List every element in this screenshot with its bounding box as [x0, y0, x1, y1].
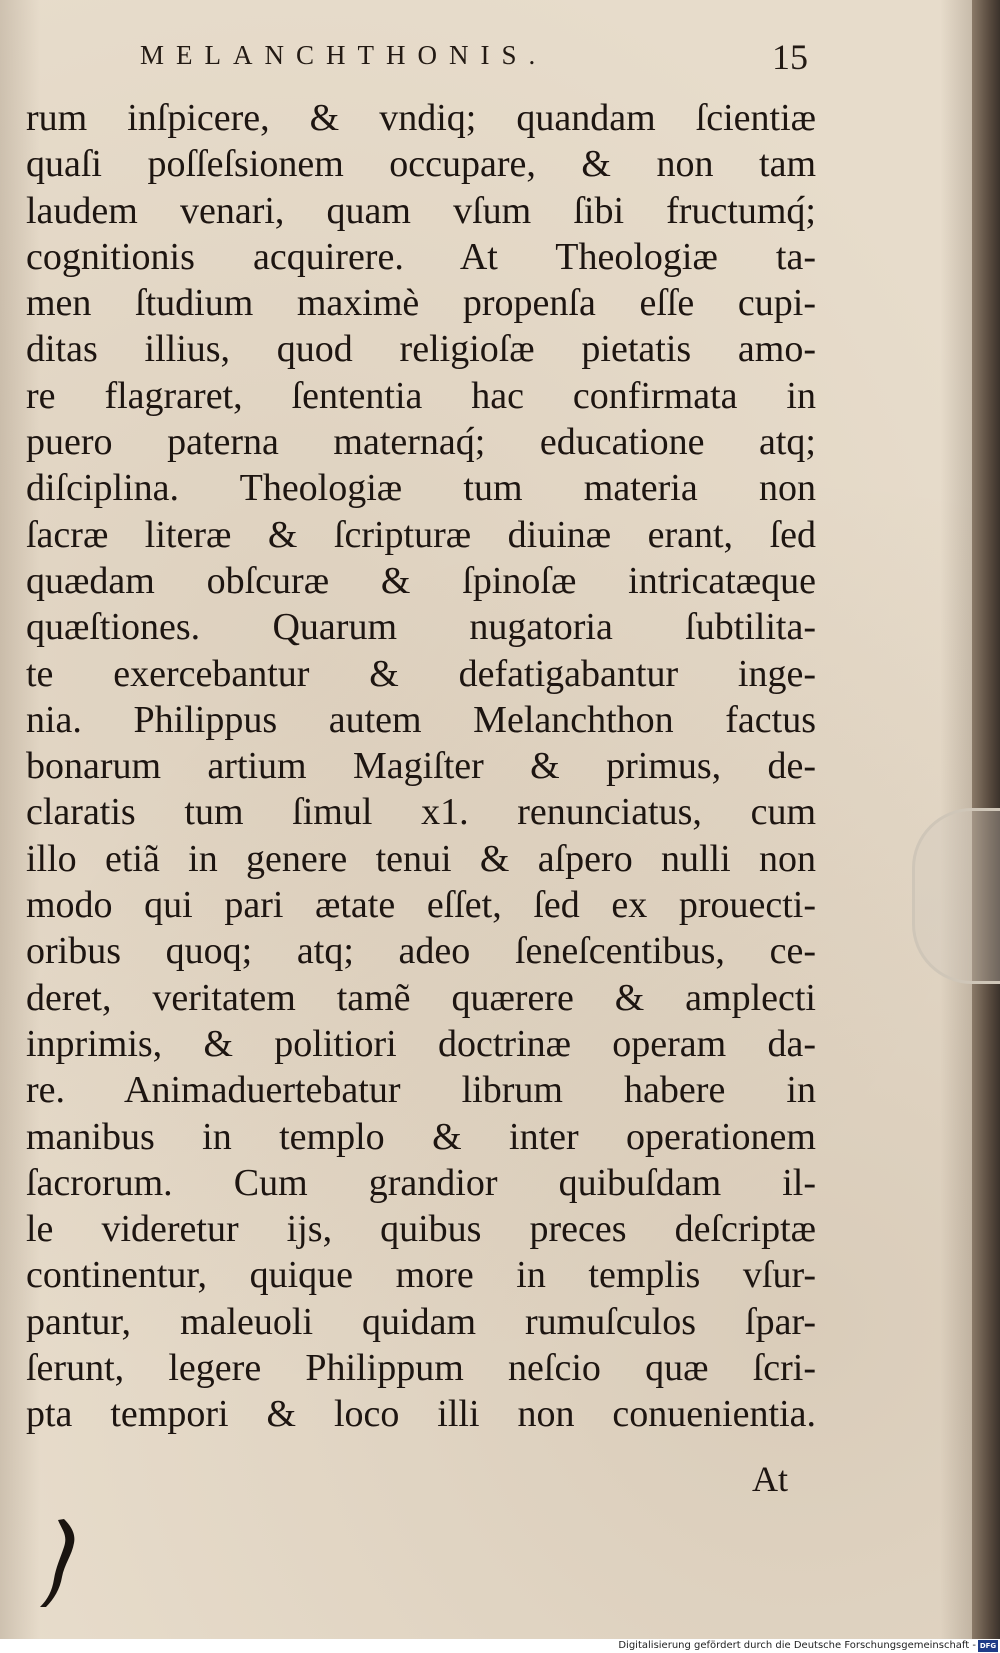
catchword: At — [752, 1459, 788, 1499]
text-line: ditas illius, quod religioſæ pietatis amo- — [26, 328, 816, 371]
text-line: pta tempori & loco illi non conuenientia. — [26, 1393, 816, 1436]
ink-mark-icon — [28, 1515, 88, 1610]
text-line: quaſi poſſeſsionem occupare, & non tam — [26, 143, 816, 186]
text-line: puero paterna maternaq́; educatione atq; — [26, 421, 816, 464]
text-line: ſacrorum. Cum grandior quibuſdam il- — [26, 1161, 816, 1204]
page-number: 15 — [772, 37, 808, 77]
text-line: ſacræ literæ & ſcripturæ diuinæ erant, ſed — [26, 513, 816, 556]
text-line: claratis tum ſimul x1. renunciatus, cum — [26, 791, 816, 834]
body-text — [26, 95, 816, 1438]
text-line: continentur, quique more in templis vſur- — [26, 1254, 816, 1297]
text-line: oribus quoq; atq; adeo ſeneſcentibus, ce- — [26, 930, 816, 973]
text-line: re. Animaduertebatur librum habere in — [26, 1069, 816, 1112]
text-line: illo etiã in genere tenui & aſpero nulli non — [26, 837, 816, 880]
text-line: manibus in templo & inter operationem — [26, 1115, 816, 1158]
text-line: pantur, maleuoli quidam rumuſculos ſpar- — [26, 1300, 816, 1343]
text-line: ſerunt, legere Philippum neſcio quæ ſcri- — [26, 1347, 816, 1390]
text-line: inprimis, & politiori doctrinæ operam da- — [26, 1022, 816, 1065]
text-line: quædam obſcuræ & ſpinoſæ intricatæque — [26, 559, 816, 602]
dfg-logo: DFG — [979, 1642, 997, 1650]
text-line: rum inſpicere, & vndiq; quandam ſcientiæ — [26, 97, 816, 139]
running-head-title: MELANCHTHONIS. — [140, 40, 548, 70]
text-line: diſciplina. Theologiæ tum materia non — [26, 467, 816, 510]
footer-credit: Digitalisierung gefördert durch die Deutsche Forschungsgemeinschaft - — [618, 1640, 976, 1651]
text-line: re flagraret, ſententia hac confirmata in — [26, 374, 816, 417]
text-line: deret, veritatem tamẽ quærere & amplecti — [26, 976, 816, 1019]
text-line: te exercebantur & defatigabantur inge- — [26, 652, 816, 695]
text-line: bonarum artium Magiſter & primus, de- — [26, 745, 816, 788]
text-line: le videretur ijs, quibus preces deſcriptæ — [26, 1208, 816, 1251]
running-head — [0, 37, 1000, 80]
text-line: quæſtiones. Quarum nugatoria ſubtilita- — [26, 606, 816, 649]
text-line: nia. Philippus autem Melanchthon factus — [26, 698, 816, 741]
text-line: men ſtudium maximè propenſa eſſe cupi- — [26, 282, 816, 325]
footer-bar — [0, 1639, 1000, 1653]
text-line: modo qui pari ætate eſſet, ſed ex prouecti- — [26, 884, 816, 927]
text-line: cognitionis acquirere. At Theologiæ ta- — [26, 235, 816, 278]
page-clamp — [912, 808, 1000, 984]
text-line: laudem venari, quam vſum ſibi fructumq́; — [26, 189, 816, 232]
